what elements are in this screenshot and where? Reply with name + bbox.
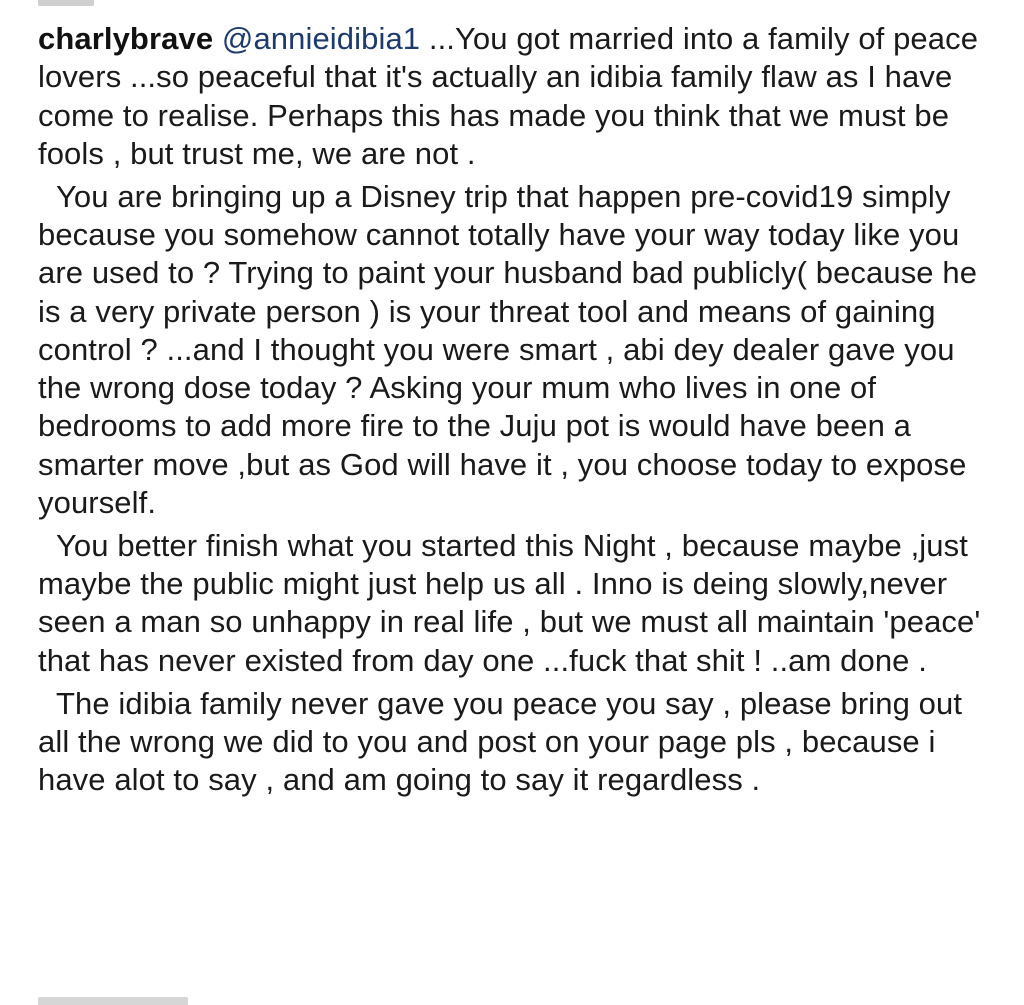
comment-text: ...You got married into a family of peace lovers ...so peaceful that it's actually an idibia family flaw as I have come to realise. Perhaps this has made you think that we must be fools , but trust me, we are not . — [38, 21, 979, 171]
instagram-comment — [38, 20, 998, 804]
comment-paragraph-4: The idibia family never gave you peace you say , please bring out all the wrong we did to you and post on your page pls , because i have alot to say , and am going to say it regardless . — [38, 685, 963, 798]
mention-link[interactable]: @annieidibia1 — [221, 21, 421, 56]
cropped-element-bottom — [38, 997, 188, 1005]
comment-paragraph-2: You are bringing up a Disney trip that happen pre-covid19 simply because you somehow cannot totally have your way today like you are used to ? Trying to paint your husband bad publicly( because he is a very private person ) is your threat tool and means of gaining control ? ...and I thought you were smart , abi dey dealer gave you the wrong dose today ? Asking your mum who lives in one of bedrooms to add more fire to the Juju pot is would have been a smarter move ,but as God will have it , you choose today to expose yourself. — [38, 178, 978, 521]
comment-paragraph-1 — [38, 20, 998, 173]
cropped-element-top — [38, 0, 94, 6]
username-link[interactable]: charlybrave — [38, 21, 214, 56]
comment-paragraph-3: You better finish what you started this Night , because maybe ,just maybe the public might just help us all . Inno is deing slowly,never seen a man so unhappy in real life , but we must all maintain 'peace' that has never existed from day one ...fuck that shit ! ..am done . — [38, 527, 981, 678]
